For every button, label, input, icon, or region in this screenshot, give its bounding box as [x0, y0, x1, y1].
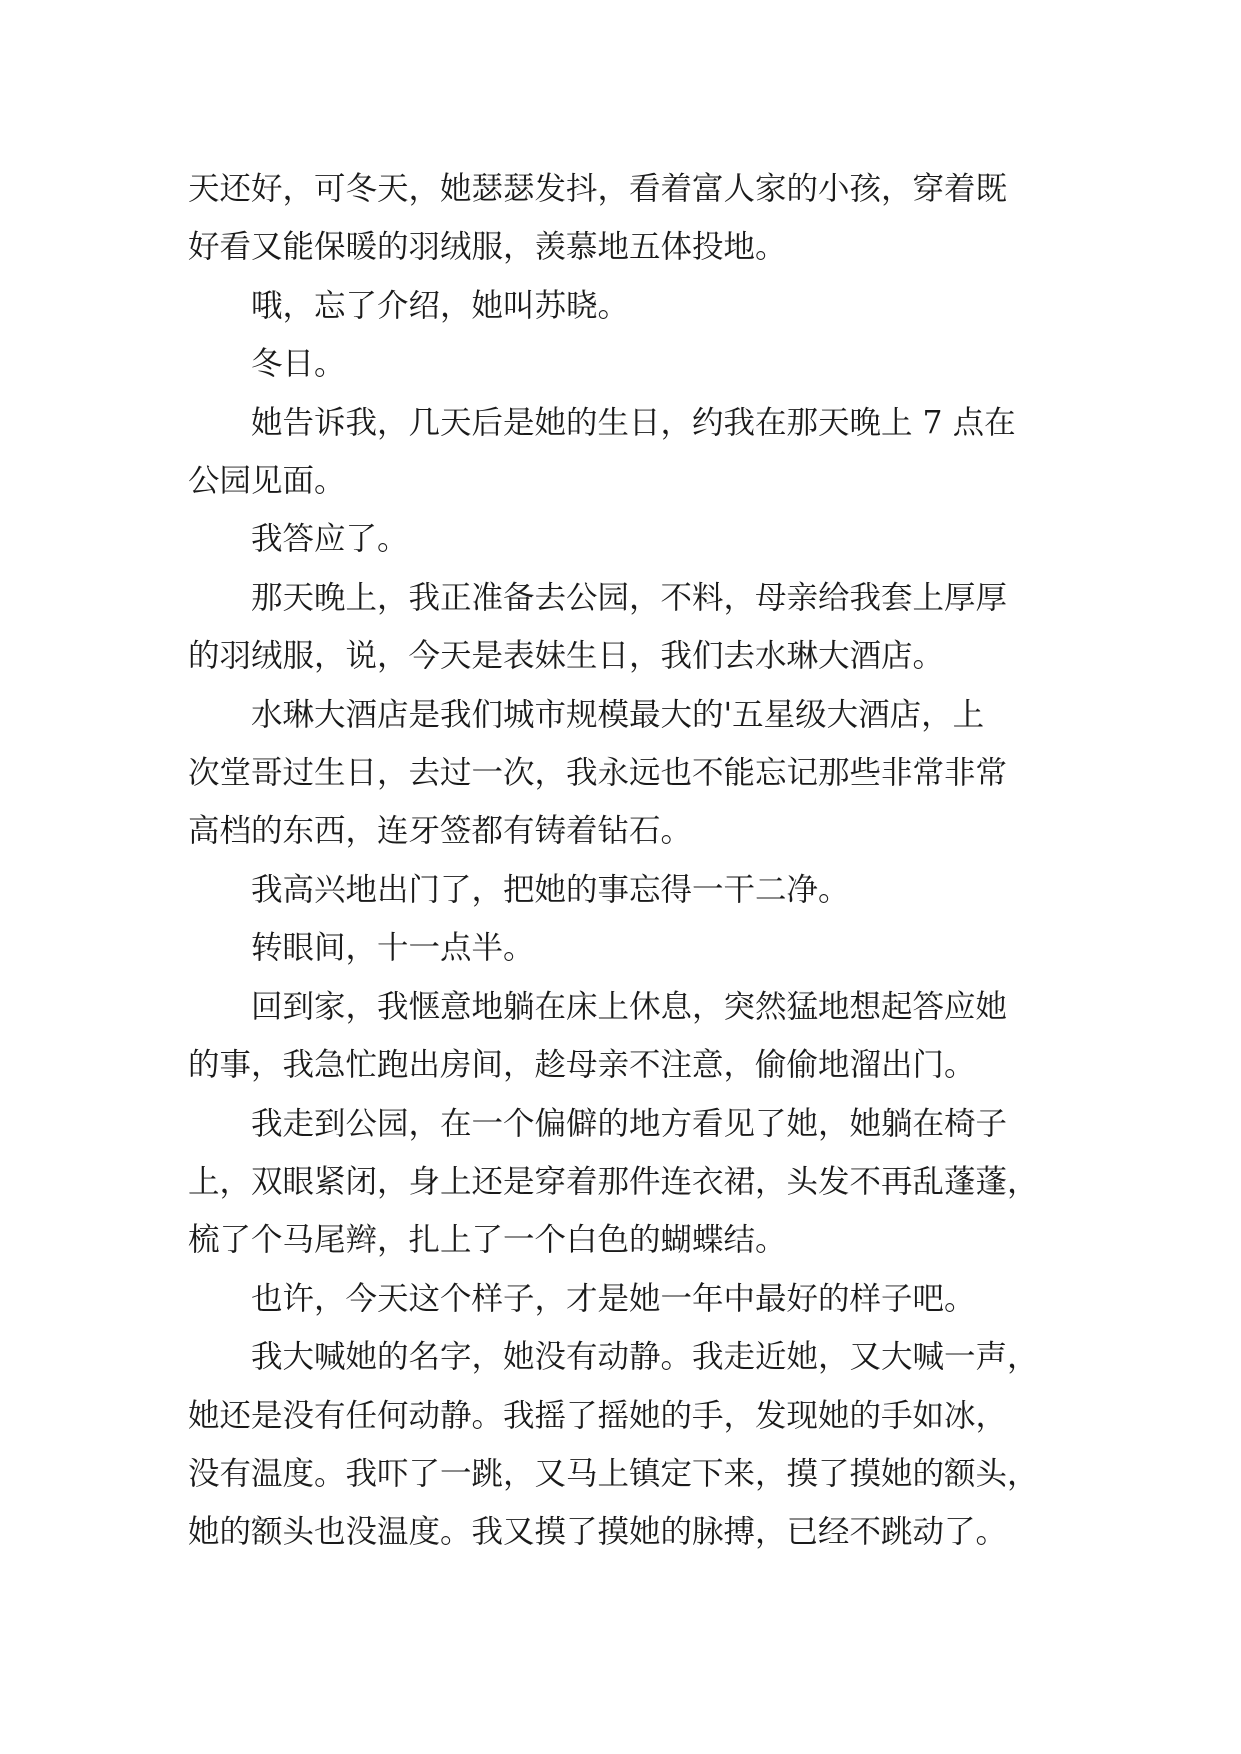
text-line: 我高兴地出门了，把她的事忘得一干二净。	[251, 871, 850, 908]
paragraph	[188, 1095, 1078, 1270]
text-line: 也许，今天这个样子，才是她一年中最好的样子吧。	[251, 1280, 976, 1317]
text-line: 那天晚上，我正准备去公园，不料，母亲给我套上厚厚	[251, 579, 1008, 616]
text-line: 哦，忘了介绍，她叫苏晓。	[251, 287, 630, 324]
body-text	[188, 160, 1078, 1562]
paragraph	[188, 335, 1078, 393]
text-line: 我答应了。	[251, 521, 409, 558]
paragraph	[188, 978, 1078, 1095]
text-line: 我大喊她的名字，她没有动静。我走近她，又大喊一声，	[251, 1339, 1039, 1376]
text-line: 她的额头也没温度。我又摸了摸她的脉搏，已经不跳动了。	[188, 1514, 1008, 1551]
text-line: 公园见面。	[188, 463, 346, 500]
text-line: 她还是没有任何动静。我摇了摇她的手，发现她的手如冰，	[188, 1397, 1008, 1434]
paragraph	[188, 1328, 1078, 1562]
text-line: 水琳大酒店是我们城市规模最大的'五星级大酒店，上	[251, 696, 985, 733]
paragraph	[188, 569, 1078, 686]
text-line: 没有温度。我吓了一跳，又马上镇定下来，摸了摸她的额头，	[188, 1455, 1039, 1492]
paragraph	[188, 394, 1078, 511]
text-line: 好看又能保暖的羽绒服，羡慕地五体投地。	[188, 229, 787, 266]
text-line: 次堂哥过生日，去过一次，我永远也不能忘记那些非常非常	[188, 755, 1008, 792]
text-line: 天还好，可冬天，她瑟瑟发抖，看着富人家的小孩，穿着既	[188, 171, 1008, 207]
paragraph	[188, 160, 1078, 277]
paragraph	[188, 919, 1078, 977]
paragraph	[188, 861, 1078, 919]
text-line: 高档的东西，连牙签都有铸着钻石。	[188, 813, 693, 850]
paragraph	[188, 686, 1078, 861]
text-line: 回到家，我惬意地躺在床上休息，突然猛地想起答应她	[251, 988, 1008, 1025]
text-line: 她告诉我，几天后是她的生日，约我在那天晚上 7 点在	[251, 404, 1016, 441]
text-line: 的事，我急忙跑出房间，趁母亲不注意，偷偷地溜出门。	[188, 1047, 976, 1084]
paragraph	[188, 277, 1078, 335]
text-line: 转眼间，十一点半。	[251, 930, 535, 967]
paragraph	[188, 510, 1078, 568]
text-line: 的羽绒服，说，今天是表妹生日，我们去水琳大酒店。	[188, 638, 945, 675]
text-line: 我走到公园，在一个偏僻的地方看见了她，她躺在椅子	[251, 1105, 1008, 1142]
paragraph	[188, 1270, 1078, 1328]
text-line: 冬日。	[251, 346, 346, 383]
text-line: 上，双眼紧闭，身上还是穿着那件连衣裙，头发不再乱蓬蓬，	[188, 1163, 1039, 1200]
text-line: 梳了个马尾辫，扎上了一个白色的蝴蝶结。	[188, 1222, 787, 1259]
